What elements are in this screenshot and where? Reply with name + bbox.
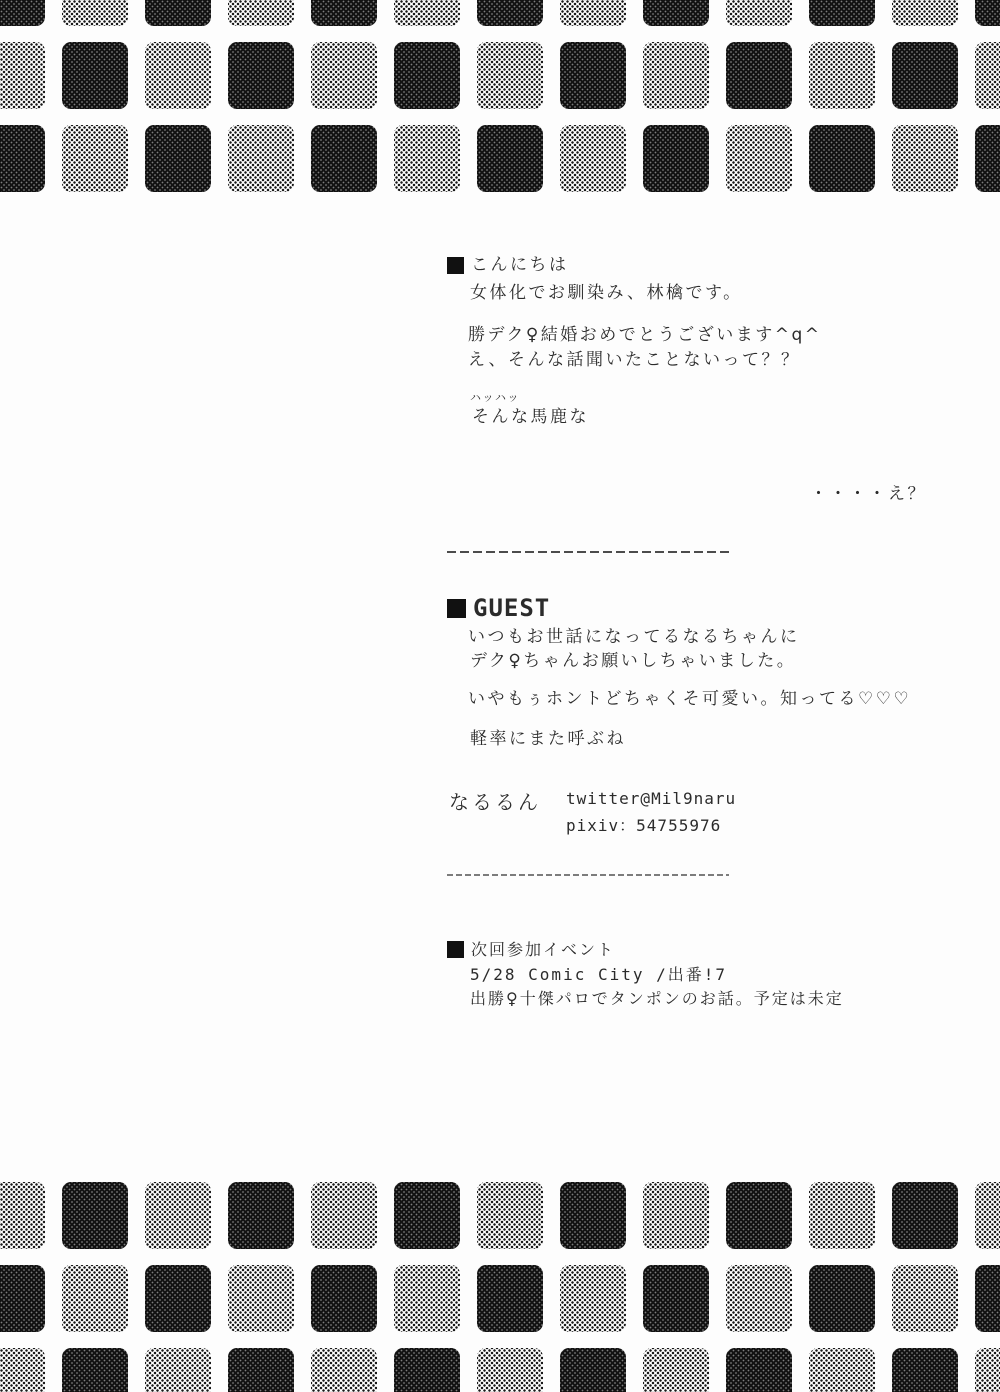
checker-cell [477, 0, 543, 26]
checker-cell [892, 1348, 958, 1392]
checker-cell [311, 125, 377, 192]
greeting-line: そんな馬鹿な [472, 407, 589, 427]
checker-cell [145, 42, 211, 109]
checker-cell [643, 0, 709, 26]
checker-cell [560, 125, 626, 192]
checker-cell [394, 0, 460, 26]
checker-cell [560, 42, 626, 109]
checker-cell [145, 1182, 211, 1249]
checker-cell [0, 125, 45, 192]
greeting-aside: ・・・・え？ [810, 484, 927, 504]
section-marker-icon [447, 941, 464, 958]
checker-cell [62, 42, 128, 109]
checker-cell [643, 1265, 709, 1332]
checker-cell [477, 1182, 543, 1249]
greeting-line: 女体化でお馴染み、林檎です。 [470, 283, 743, 303]
section-divider [447, 874, 729, 876]
checker-cell [228, 125, 294, 192]
section-divider [447, 551, 729, 553]
checker-cell [311, 1348, 377, 1392]
checker-cell [643, 125, 709, 192]
greeting-laugh: ハッハッ [470, 391, 520, 404]
guest-header [447, 594, 550, 622]
checker-cell [560, 1265, 626, 1332]
checker-cell [145, 0, 211, 26]
checker-cell [975, 42, 1000, 109]
checker-cell [477, 1265, 543, 1332]
checker-cell [311, 1182, 377, 1249]
checker-cell [0, 1348, 45, 1392]
checker-cell [809, 125, 875, 192]
checker-cell [311, 0, 377, 26]
section-marker-icon [447, 599, 466, 618]
guest-line: デク♀ちゃんお願いしちゃいました。 [470, 651, 797, 671]
checker-cell [477, 42, 543, 109]
checker-cell [809, 1265, 875, 1332]
checker-cell [228, 1182, 294, 1249]
guest-credit-name: なるるん [449, 790, 541, 814]
checker-cell [560, 1348, 626, 1392]
checker-cell [809, 1182, 875, 1249]
checker-cell [394, 1348, 460, 1392]
checker-cell [228, 1265, 294, 1332]
checker-cell [62, 1348, 128, 1392]
checker-cell [726, 1182, 792, 1249]
event-title: 次回参加イベント [471, 939, 616, 959]
checker-cell [0, 1182, 45, 1249]
checker-cell [892, 1182, 958, 1249]
checker-cell [892, 0, 958, 26]
checker-cell [62, 1265, 128, 1332]
checker-cell [145, 1265, 211, 1332]
checker-cell [643, 1348, 709, 1392]
guest-line: 軽率にまた呼ぶね [470, 729, 626, 749]
greeting-line: 勝デク♀結婚おめでとうございます^q^ [468, 325, 822, 345]
checker-cell [892, 42, 958, 109]
checker-cell [477, 1348, 543, 1392]
checker-cell [311, 42, 377, 109]
checker-cell [975, 1348, 1000, 1392]
checker-cell [643, 1182, 709, 1249]
checker-cell [228, 42, 294, 109]
checker-cell [62, 1182, 128, 1249]
checker-cell [975, 0, 1000, 26]
checker-cell [228, 1348, 294, 1392]
guest-twitter-handle: twitter@Mil9naru [566, 789, 737, 808]
guest-title: GUEST [473, 594, 551, 622]
checker-cell [228, 0, 294, 26]
checker-cell [975, 1265, 1000, 1332]
checker-cell [975, 1182, 1000, 1249]
checker-cell [726, 1265, 792, 1332]
checker-cell [726, 0, 792, 26]
checker-cell [62, 125, 128, 192]
event-line: 出勝♀十傑パロでタンポンのお話。予定は未定 [470, 989, 844, 1008]
checker-cell [394, 1265, 460, 1332]
checker-cell [975, 125, 1000, 192]
guest-line: いやもぅホントどちゃくそ可愛い。知ってる♡♡♡ [468, 689, 912, 709]
checker-cell [726, 125, 792, 192]
guest-pixiv-id: pixiv：54755976 [566, 816, 722, 835]
checker-cell [726, 1348, 792, 1392]
checker-cell [477, 125, 543, 192]
checker-cell [0, 1265, 45, 1332]
greeting-line: え、そんな話聞いたことないって？？ [468, 350, 801, 370]
checker-cell [809, 0, 875, 26]
greeting-header [447, 257, 569, 274]
checker-cell [394, 1182, 460, 1249]
checker-cell [892, 1265, 958, 1332]
checker-cell [560, 1182, 626, 1249]
checker-cell [809, 1348, 875, 1392]
checker-cell [62, 0, 128, 26]
guest-line: いつもお世話になってるなるちゃんに [468, 627, 800, 647]
checker-cell [394, 125, 460, 192]
checker-cell [0, 42, 45, 109]
checker-cell [311, 1265, 377, 1332]
checker-cell [0, 0, 45, 26]
greeting-title: こんにちは [471, 255, 569, 275]
event-header [447, 941, 615, 958]
checker-cell [809, 42, 875, 109]
checker-cell [394, 42, 460, 109]
checker-cell [145, 1348, 211, 1392]
section-marker-icon [447, 257, 464, 274]
checker-cell [560, 0, 626, 26]
checker-cell [145, 125, 211, 192]
checker-cell [643, 42, 709, 109]
event-line: 5/28 Comic City /出番!7 [470, 965, 728, 984]
checker-cell [892, 125, 958, 192]
checker-cell [726, 42, 792, 109]
